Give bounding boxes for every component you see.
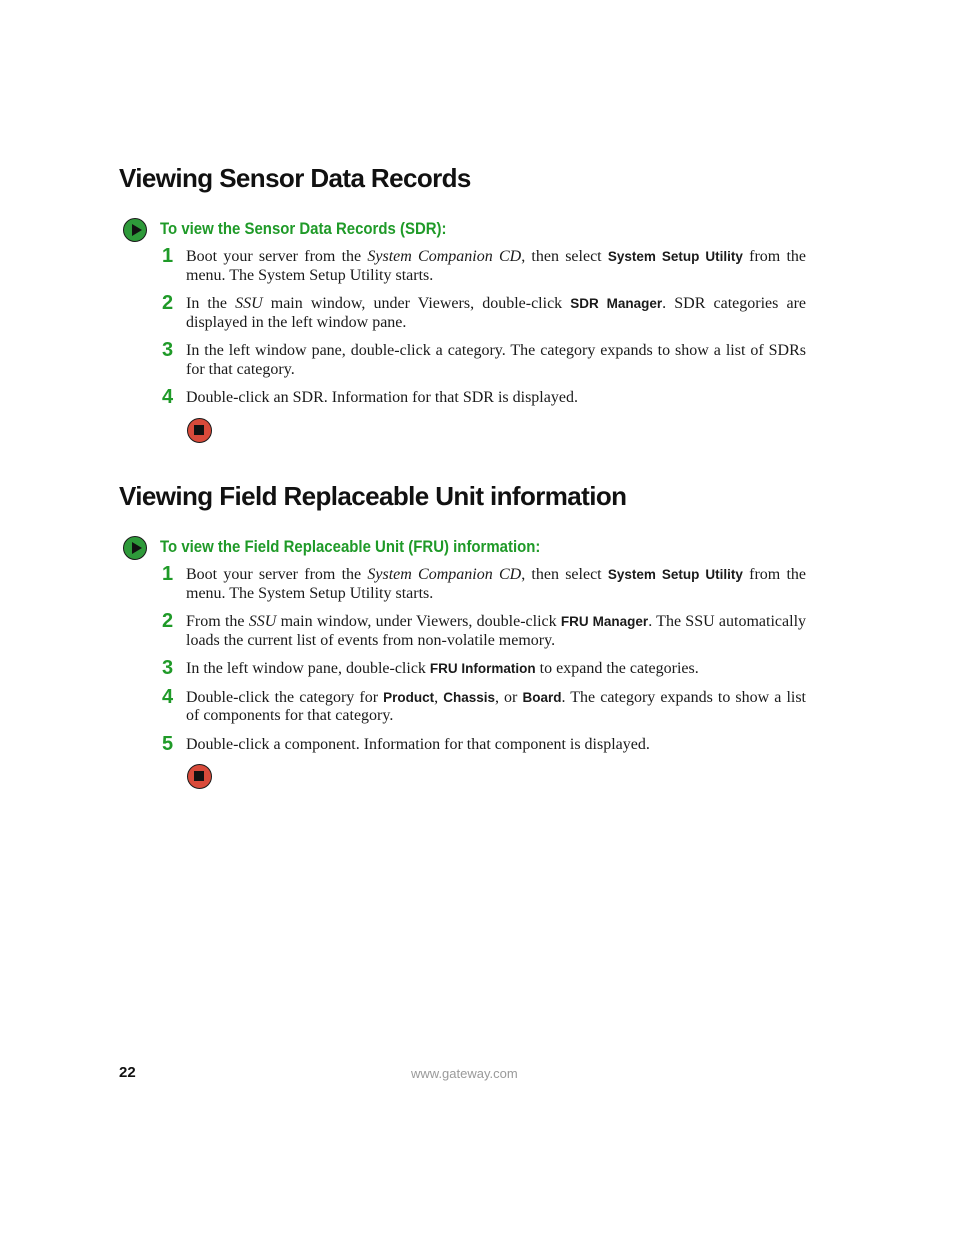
step-item: [119, 610, 819, 650]
step-number: 4: [162, 685, 174, 708]
step-text: Double-click a component. Information for that component is displayed.: [186, 735, 650, 753]
step-text: From the SSU main window, under Viewers, double-click FRU Manager. The SSU automatically loads the current list of events from non-volatile memory.: [186, 613, 807, 649]
step-number: 3: [162, 657, 174, 679]
step-text: Double-click the category for Product, Chassis, or Board. The category expands to show a list of components for that category.: [186, 688, 807, 724]
procedure-title: To view the Field Replaceable Unit (FRU) information:: [160, 537, 541, 556]
step-item: [119, 386, 819, 408]
step-item: [119, 339, 819, 379]
ui-term: System Setup Utility: [607, 567, 743, 582]
section-fru: [119, 478, 819, 789]
ui-term: System Setup Utility: [607, 249, 743, 264]
step-item: [119, 245, 819, 285]
page-number: 22: [119, 1064, 136, 1081]
step-text: Boot your server from the System Companion CD, then select System Setup Utility from the menu. The System Setup Utility starts.: [186, 566, 807, 602]
stop-icon: [187, 764, 212, 789]
ui-term: Board: [522, 689, 562, 705]
procedure-title: To view the Sensor Data Records (SDR):: [160, 219, 447, 238]
step-number: 3: [162, 339, 174, 361]
step-number: 5: [162, 732, 174, 755]
procedure-header: [119, 536, 819, 566]
play-arrow-icon: [123, 536, 147, 560]
step-text: In the SSU main window, under Viewers, double-click SDR Manager. SDR categories are displayed in the left window pane.: [186, 295, 807, 331]
step-item: [119, 685, 819, 726]
step-number: 4: [162, 386, 174, 408]
procedure-header: [119, 218, 819, 248]
step-number: 2: [162, 292, 174, 314]
step-text: In the left window pane, double-click a category. The category expands to show a list of SDRs for that category.: [186, 342, 806, 378]
step-text: Boot your server from the System Companion CD, then select System Setup Utility from the menu. The System Setup Utility starts.: [186, 248, 807, 284]
step-number: 2: [162, 610, 174, 632]
step-number: 1: [162, 245, 174, 267]
play-arrow-icon: [123, 218, 147, 242]
step-text: Double-click an SDR. Information for that SDR is displayed.: [186, 389, 578, 406]
step-list: [119, 563, 819, 755]
step-item: [119, 563, 819, 603]
ui-term: FRU Information: [429, 661, 536, 676]
step-text: In the left window pane, double-click FRU Information to expand the categories.: [186, 660, 699, 677]
step-item: [119, 657, 819, 679]
step-item: [119, 292, 819, 332]
ui-term: Product: [383, 689, 435, 705]
ui-term: FRU Manager: [560, 614, 649, 629]
section-heading: Viewing Field Replaceable Unit information: [119, 481, 627, 511]
footer-url: www.gateway.com: [411, 1066, 518, 1081]
stop-icon: [187, 418, 212, 443]
step-item: [119, 732, 819, 755]
section-sdr: [119, 160, 819, 443]
section-heading: Viewing Sensor Data Records: [119, 163, 471, 193]
step-number: 1: [162, 563, 174, 585]
ui-term: SDR Manager: [570, 296, 663, 311]
step-list: [119, 245, 819, 408]
ui-term: Chassis: [443, 689, 495, 705]
